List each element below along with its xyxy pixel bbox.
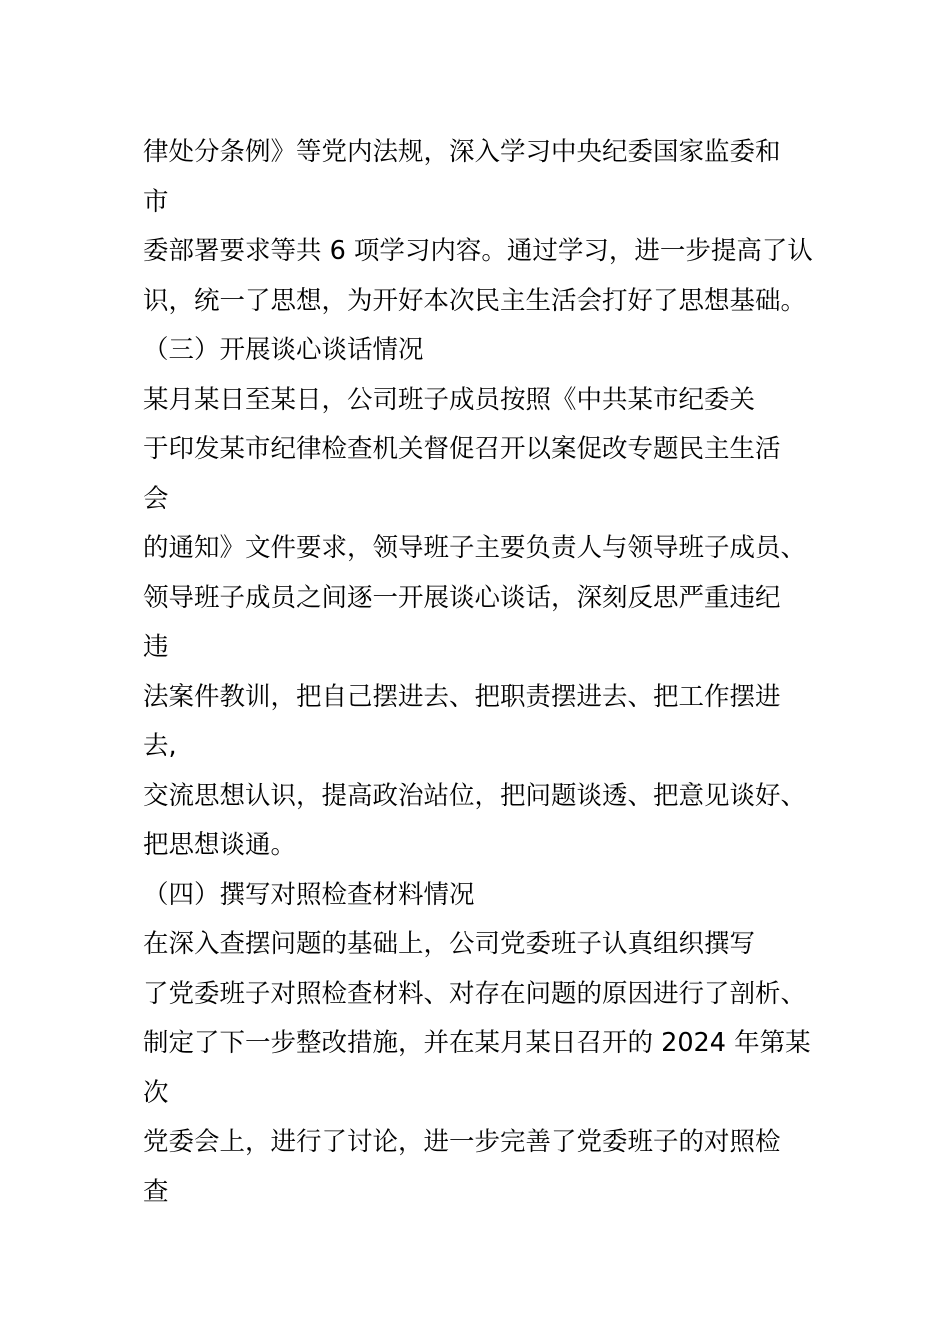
text-line: 法案件教训，把自己摆进去、把职责摆进去、把工作摆进 — [143, 681, 781, 712]
text-line: 识，统一了思想，为开好本次民主生活会打好了思想基础。 — [143, 285, 807, 316]
text-line: 市 — [143, 186, 169, 217]
text-line: 在深入查摆问题的基础上，公司党委班子认真组织撰写 — [143, 929, 756, 959]
section-heading-3: （三）开展谈心谈话情况 — [143, 335, 424, 365]
section-heading-4: （四）撰写对照检查材料情况 — [143, 879, 475, 910]
text-line: 律处分条例》等党内法规，深入学习中央纪委国家监委和 — [143, 137, 781, 167]
text-line: 去, — [143, 731, 177, 761]
text-line: 某月某日至某日，公司班子成员按照《中共某市纪委关 — [143, 384, 756, 415]
text-line: 于印发某市纪律检查机关督促召开以案促改专题民主生活 — [143, 434, 781, 464]
text-line: 了党委班子对照检查材料、对存在问题的原因进行了剖析、 — [143, 978, 807, 1009]
text-line: 违 — [143, 632, 169, 662]
text-line: 领导班子成员之间逐一开展谈心谈话，深刻反思严重违纪 — [143, 582, 781, 613]
text-line: 交流思想认识，提高政治站位，把问题谈透、把意见谈好、 — [143, 780, 807, 811]
text-line: 把思想谈通。 — [143, 830, 297, 860]
text-line: 制定了下一步整改措施，并在某月某日召开的 2024 年第某 — [143, 1028, 811, 1058]
text-line: 会 — [143, 483, 169, 514]
text-line: 的通知》文件要求，领导班子主要负责人与领导班子成员、 — [143, 533, 807, 563]
text-line: 次 — [143, 1077, 169, 1108]
text-line: 党委会上，进行了讨论，进一步完善了党委班子的对照检 — [143, 1127, 781, 1157]
body-text — [143, 128, 823, 1217]
text-line: 查 — [143, 1176, 169, 1207]
text-line: 委部署要求等共 6 项学习内容。通过学习，进一步提高了认 — [143, 236, 813, 266]
